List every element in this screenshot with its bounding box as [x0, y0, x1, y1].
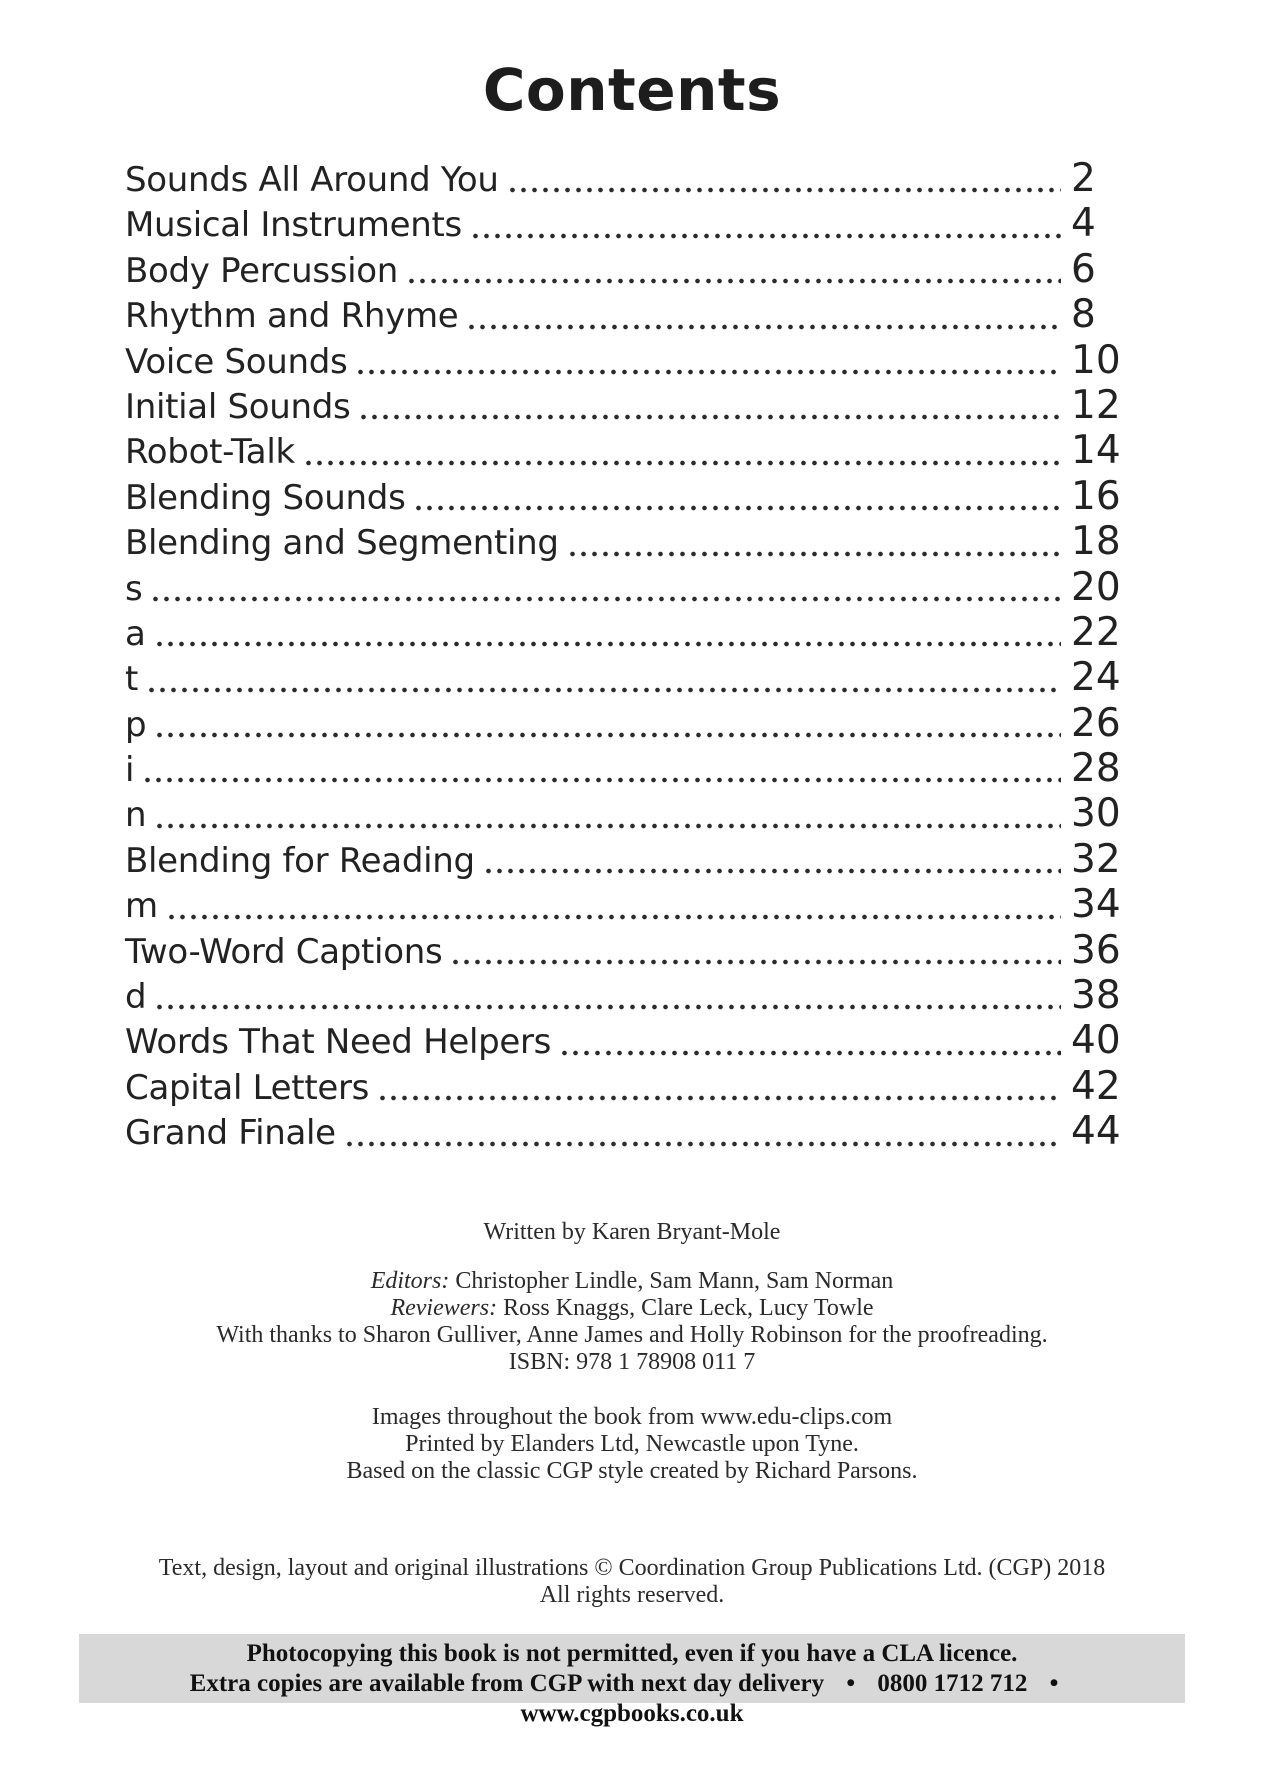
toc-entry: [125, 430, 1125, 475]
editors-label: Editors:: [370, 1267, 450, 1294]
toc-entry-page-number: 6: [1071, 246, 1096, 292]
toc-entry-page-number: 38: [1071, 973, 1121, 1019]
toc-entry-label: Voice Sounds: [125, 341, 348, 382]
toc-entry-page-number: 4: [1071, 201, 1096, 247]
toc-dot-leader: [406, 249, 1061, 294]
toc-entry-label: Body Percussion: [125, 250, 399, 291]
toc-entry-page-number: 44: [1071, 1109, 1121, 1155]
toc-entry-label: n: [125, 795, 147, 836]
toc-entry-page-number: 22: [1071, 609, 1121, 655]
toc-dot-leader: [377, 1066, 1061, 1111]
toc-dot-leader: [166, 884, 1061, 929]
toc-entry: [125, 793, 1125, 838]
toc-entry-page-number: 30: [1071, 791, 1121, 837]
toc-entry: [125, 564, 1125, 612]
toc-list: [125, 158, 1125, 1157]
copyright-block: [0, 1555, 1264, 1609]
toc-dot-leader: [507, 158, 1061, 203]
toc-dot-leader: [358, 385, 1061, 430]
toc-entry-label: s: [125, 568, 143, 609]
toc-dot-leader: [559, 1020, 1061, 1065]
toc-dot-leader: [146, 657, 1061, 702]
toc-entry-page-number: 24: [1071, 655, 1121, 701]
toc-entry-page-number: 42: [1071, 1063, 1121, 1109]
toc-entry-page-number: 14: [1071, 428, 1121, 474]
toc-entry: [125, 609, 1125, 657]
extra-copies-line: [79, 1669, 1185, 1729]
toc-entry-page-number: 12: [1071, 382, 1121, 428]
toc-dot-leader: [483, 839, 1061, 884]
toc-dot-leader: [154, 975, 1061, 1020]
toc-entry-page-number: 34: [1071, 882, 1121, 928]
toc-entry: [125, 748, 1125, 793]
toc-entry-label: Grand Finale: [125, 1113, 336, 1154]
toc-entry: [125, 521, 1125, 566]
editors-line: [0, 1268, 1264, 1295]
footer-bar: [79, 1634, 1185, 1727]
toc-entry-label: i: [125, 750, 135, 791]
toc-dot-leader: [150, 567, 1061, 612]
toc-entry: [125, 836, 1125, 884]
toc-entry: [125, 657, 1125, 702]
toc-entry-label: t: [125, 659, 139, 700]
photocopying-notice-line: Photocopying this book is not permitted, even if you have a CLA licence.: [246, 1640, 1018, 1667]
toc-dot-leader: [303, 430, 1061, 475]
toc-entry: [125, 700, 1125, 748]
toc-entry-label: a: [125, 613, 146, 654]
toc-dot-leader: [344, 1111, 1061, 1156]
copyright-line: Text, design, layout and original illustrations © Coordination Group Publications Ltd. (CGP) 2018: [158, 1554, 1106, 1581]
toc-entry-page-number: 10: [1071, 337, 1121, 383]
toc-entry: [125, 203, 1125, 248]
toc-dot-leader: [567, 521, 1061, 566]
toc-dot-leader: [154, 703, 1061, 748]
toc-dot-leader: [466, 294, 1061, 339]
toc-dot-leader: [355, 340, 1061, 385]
toc-dot-leader: [413, 476, 1061, 521]
toc-entry-page-number: 26: [1071, 700, 1121, 746]
toc-entry-label: Rhythm and Rhyme: [125, 296, 459, 337]
reviewers-line: [0, 1295, 1264, 1322]
website-url: www.cgpbooks.co.uk: [520, 1700, 744, 1727]
toc-dot-leader: [154, 612, 1061, 657]
toc-entry-label: Sounds All Around You: [125, 160, 499, 200]
written-by-line: Written by Karen Bryant-Mole: [483, 1218, 781, 1245]
toc-entry: [125, 337, 1125, 385]
toc-entry: [125, 1020, 1125, 1065]
production-block: [0, 1404, 1264, 1485]
toc-entry-label: Capital Letters: [125, 1067, 370, 1108]
rights-reserved-line: All rights reserved.: [539, 1581, 725, 1608]
toc-entry-label: Robot-Talk: [125, 432, 295, 473]
editorial-block: [0, 1268, 1264, 1376]
toc-entry-page-number: 28: [1071, 746, 1121, 792]
toc-entry: [125, 382, 1125, 430]
printer-credit-line: Printed by Elanders Ltd, Newcastle upon Tyne.: [405, 1430, 859, 1457]
toc-dot-leader: [142, 748, 1061, 793]
toc-entry: [125, 975, 1125, 1020]
toc-dot-leader: [470, 203, 1061, 248]
toc-entry-label: Words That Need Helpers: [125, 1022, 552, 1063]
reviewers-names: Ross Knaggs, Clare Leck, Lucy Towle: [503, 1294, 874, 1321]
toc-entry-label: m: [125, 886, 158, 927]
toc-entry-label: Blending for Reading: [125, 840, 475, 881]
toc-entry-label: d: [125, 977, 147, 1018]
phone-number: 0800 1712 712: [877, 1670, 1028, 1697]
extra-copies-text: Extra copies are available from CGP with next day delivery: [189, 1670, 825, 1697]
isbn-line: ISBN: 978 1 78908 011 7: [508, 1348, 756, 1375]
toc-entry-page-number: 40: [1071, 1018, 1121, 1064]
bullet-separator: •: [1049, 1670, 1059, 1697]
page-title: Contents: [482, 56, 782, 124]
toc-entry-page-number: 8: [1071, 292, 1096, 338]
toc-entry-label: Initial Sounds: [125, 386, 351, 427]
toc-entry: [125, 473, 1125, 521]
toc-entry: [125, 884, 1125, 929]
toc-entry: [125, 158, 1125, 203]
editors-names: Christopher Lindle, Sam Mann, Sam Norman: [455, 1267, 894, 1294]
toc-entry-page-number: 36: [1071, 927, 1121, 973]
style-credit-line: Based on the classic CGP style created by Richard Parsons.: [346, 1457, 918, 1484]
toc-entry: [125, 246, 1125, 294]
proofreading-thanks-line: With thanks to Sharon Gulliver, Anne James and Holly Robinson for the proofreading.: [216, 1321, 1048, 1348]
toc-entry-label: p: [125, 704, 147, 745]
toc-entry-page-number: 16: [1071, 473, 1121, 519]
toc-entry-label: Two-Word Captions: [125, 931, 443, 972]
toc-entry-label: Blending and Segmenting: [125, 523, 559, 564]
toc-entry-page-number: 2: [1071, 156, 1096, 201]
toc-dot-leader: [154, 793, 1061, 838]
toc-entry-label: Musical Instruments: [125, 205, 462, 246]
toc-entry: [125, 1111, 1125, 1156]
toc-entry: [125, 1063, 1125, 1111]
credits-section: [0, 1219, 1264, 1609]
toc-entry-page-number: 32: [1071, 836, 1121, 882]
toc-dot-leader: [450, 930, 1061, 975]
toc-entry: [125, 294, 1125, 339]
images-credit-line: Images throughout the book from www.edu-clips.com: [371, 1403, 893, 1430]
bullet-separator: •: [846, 1670, 856, 1697]
reviewers-label: Reviewers:: [390, 1294, 498, 1321]
toc-entry-page-number: 20: [1071, 564, 1121, 610]
toc-entry-page-number: 18: [1071, 519, 1121, 565]
toc-entry: [125, 927, 1125, 975]
toc-entry-label: Blending Sounds: [125, 477, 406, 518]
